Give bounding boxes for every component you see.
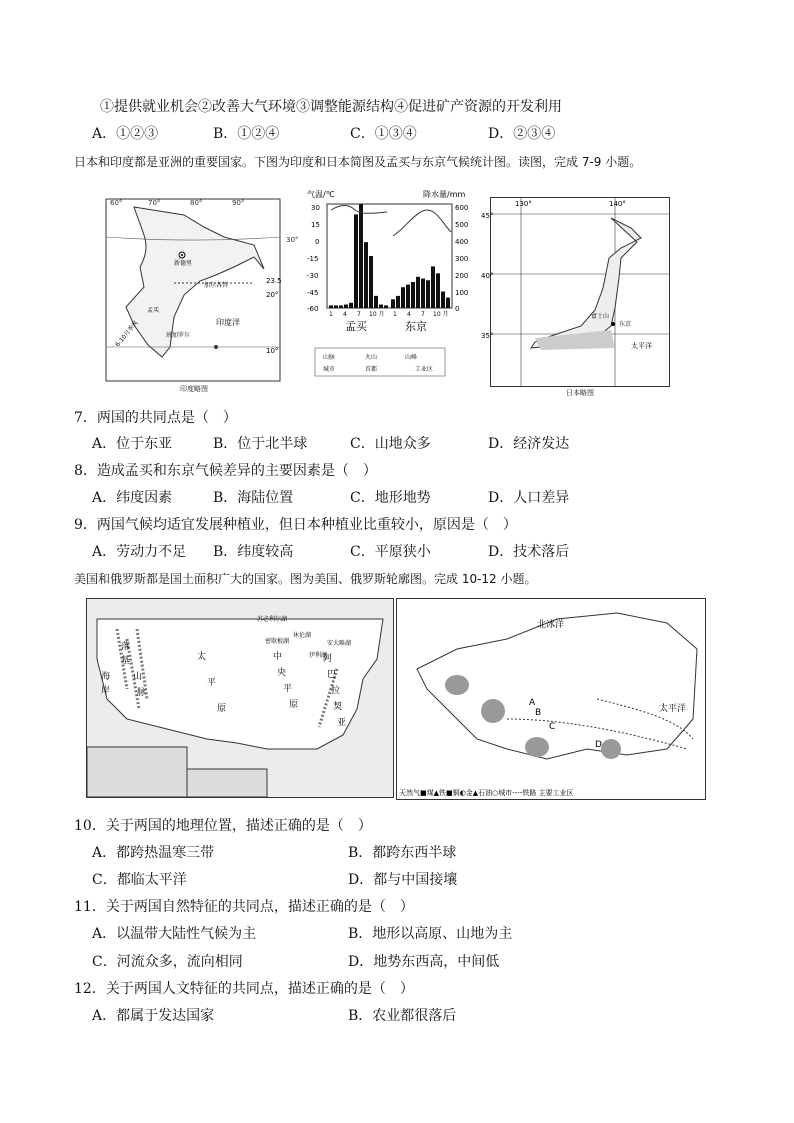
q10-option-a: A．都跨热温寒三带 [92, 845, 215, 861]
legend-item: 山峰 [405, 354, 418, 361]
q12-stem: 12．关于两国人文特征的共同点，描述正确的是（ ） [74, 981, 414, 997]
legend-item: 工业区 [415, 366, 434, 373]
q11-stem: 11．关于两国自然特征的共同点，描述正确的是（ ） [74, 899, 414, 915]
russia-legend: 天然气■煤▲铁■铜◐金▲石油○城市----铁路 主要工业区 [399, 789, 574, 797]
legend-item: 城市 [323, 366, 336, 373]
city2-label: 东京 [405, 320, 427, 333]
city-label: 孟买 [147, 307, 160, 314]
q11-option-d: D．地势东西高，中间低 [348, 954, 500, 970]
lake-label: 伊利湖 [309, 652, 328, 659]
point-label: A [529, 698, 536, 708]
q7-option-a: A．位于东亚 [92, 436, 173, 452]
month-label: 1 [393, 311, 397, 318]
lon-label: 130° [515, 200, 532, 208]
precip-tick: 500 [455, 221, 469, 229]
lat-label: 20° [266, 291, 279, 299]
lake-label: 安大略湖 [327, 640, 352, 647]
map-label: 原 [289, 700, 299, 710]
q7-option-d: D．经济发达 [488, 436, 570, 452]
precip-tick: 100 [455, 289, 469, 297]
precip-bar [411, 282, 415, 308]
map-label: 基 [121, 656, 131, 666]
city-label: 班加罗尔 [166, 332, 191, 339]
month-label: 1 [329, 311, 333, 318]
temp-tick: -30 [307, 272, 319, 280]
wind-label: 6-10月季风 [114, 319, 140, 349]
precip-bar [406, 285, 410, 308]
q12-option-a: A．都属于发达国家 [92, 1008, 215, 1024]
lake-label: 休伦湖 [293, 632, 312, 639]
lat-label: 35° [481, 332, 494, 340]
precip-bar [436, 273, 440, 308]
precip-tick: 400 [455, 238, 469, 246]
precip-bar [369, 256, 373, 308]
q9-option-a: A．劳动力不足 [92, 544, 187, 560]
precip-bar [339, 305, 343, 308]
month-label: 10 月 [369, 311, 385, 318]
temp-tick: 15 [311, 221, 320, 229]
temp-tick: -45 [307, 289, 319, 297]
legend-item: 首都 [365, 366, 378, 373]
precip-bar [334, 305, 338, 308]
q12-option-b: B．农业都很落后 [348, 1008, 457, 1024]
lat-label: 40° [481, 272, 494, 280]
lon-label: 80° [190, 199, 203, 207]
ocean-label: 北冰洋 [537, 620, 565, 630]
city1-label: 孟买 [345, 320, 367, 333]
q9-option-c: C．平原狭小 [350, 544, 431, 560]
option-c: C．①③④ [350, 126, 417, 142]
map-label: 中 [273, 652, 283, 662]
ocean-label: 印度洋 [216, 318, 240, 327]
precip-bar [344, 305, 348, 308]
precip-bar [329, 305, 333, 308]
map-label: 阿 [323, 654, 333, 664]
temp-axis-title: 气温/℃ [307, 190, 335, 199]
lon-label: 140° [609, 200, 626, 208]
previous-question-statement: ①提供就业机会②改善大气环境③调整能源结构④促进矿产资源的开发利用 [100, 99, 562, 115]
fuji-label: 富士山 [591, 313, 610, 320]
lon-label: 90° [232, 199, 245, 207]
map-label: 落 [121, 642, 131, 652]
precip-bar [359, 204, 363, 308]
lat-label: 23.5 [266, 277, 282, 285]
lon-label: 70° [148, 199, 161, 207]
lat-label: 30° [286, 236, 299, 244]
map-label: 山 [133, 672, 143, 682]
month-label: 7 [357, 311, 361, 318]
usa-map [86, 598, 394, 798]
month-label: 10 月 [433, 311, 449, 318]
option-b: B．①②④ [213, 126, 280, 142]
map-label: 太 [197, 652, 207, 662]
map-label: 岸 [101, 686, 111, 696]
capital-label: 新德里 [174, 260, 193, 267]
lake-label: 苏必利尔湖 [257, 616, 288, 623]
q8-option-d: D．人口差异 [488, 490, 570, 506]
q10-option-c: C．都临太平洋 [92, 872, 187, 888]
q8-option-c: C．地形地势 [350, 490, 431, 506]
japan-map-caption: 日本略图 [566, 389, 594, 397]
precip-bar [416, 277, 420, 308]
map-label: 亚 [337, 718, 347, 728]
precip-bar [379, 305, 383, 308]
india-map-caption: 印度略图 [180, 385, 208, 393]
map-label: 平 [283, 684, 293, 694]
precip-tick: 600 [455, 204, 469, 212]
lon-label: 60° [110, 199, 123, 207]
map-label: 原 [217, 704, 227, 714]
point-label: B [535, 708, 542, 718]
precip-bar [354, 214, 358, 308]
russia-map [396, 598, 706, 800]
city-label: 加尔各答 [204, 282, 229, 289]
precip-bar [441, 292, 445, 308]
tokyo-label: 东京 [619, 321, 632, 328]
q11-option-c: C．河流众多，流向相同 [92, 954, 243, 970]
q8-option-b: B．海陆位置 [213, 490, 294, 506]
q9-option-b: B．纬度较高 [213, 544, 294, 560]
map-label: 平 [207, 678, 217, 688]
india-map [104, 197, 299, 381]
map-label: 海 [101, 672, 111, 682]
temp-tick: 0 [315, 238, 320, 246]
option-d: D．②③④ [488, 126, 556, 142]
q9-option-d: D．技术落后 [488, 544, 570, 560]
temp-tick: -15 [307, 255, 319, 263]
q7-option-c: C．山地众多 [350, 436, 431, 452]
climate-chart [305, 188, 477, 383]
precip-bar [349, 303, 353, 308]
lat-label: 10° [266, 347, 279, 355]
precip-axis-title: 降水量/mm [423, 190, 466, 199]
month-label: 7 [421, 311, 425, 318]
precip-bar [364, 242, 368, 308]
intro-10-12: 美国和俄罗斯都是国土面积广大的国家。图为美国、俄罗斯轮廓图。完成 10-12 小题。 [74, 572, 537, 586]
q8-option-a: A．纬度因素 [92, 490, 173, 506]
map-label: 契 [333, 702, 343, 712]
q8-stem: 8．造成孟买和东京气候差异的主要因素是（ ） [74, 463, 377, 479]
point-label: D [595, 740, 602, 750]
precip-bar [421, 279, 425, 308]
lake-label: 密歇根湖 [265, 638, 290, 645]
precip-tick: 0 [455, 305, 460, 313]
precip-bar [431, 266, 435, 308]
intro-7-9: 日本和印度都是亚洲的重要国家。下图为印度和日本简图及孟买与东京气候统计图。读图，完成 7-9 小题。 [74, 155, 642, 169]
option-a: A．①②③ [92, 126, 159, 142]
precip-bar [401, 287, 405, 308]
legend-item: 山脉 [323, 354, 336, 361]
temp-tick: -60 [307, 305, 319, 313]
point-label: C [549, 722, 556, 732]
month-label: 4 [407, 311, 411, 318]
legend-item: 火山 [365, 354, 378, 361]
precip-bar [374, 296, 378, 308]
map-label: 脉 [137, 688, 147, 698]
lat-label: 45° [481, 212, 494, 220]
precip-bar [446, 298, 450, 308]
map-label: 拉 [331, 686, 341, 696]
map-label: 央 [277, 668, 287, 678]
precip-bar [396, 296, 400, 308]
q7-option-b: B．位于北半球 [213, 436, 308, 452]
ocean-label: 太平洋 [659, 704, 687, 714]
q11-option-b: B．地形以高原、山地为主 [348, 926, 513, 942]
precip-bar [426, 280, 430, 308]
q10-option-d: D．都与中国接壤 [348, 872, 458, 888]
ocean-label: 太平洋 [631, 342, 652, 350]
q7-stem: 7．两国的共同点是（ ） [74, 410, 237, 426]
precip-tick: 200 [455, 272, 469, 280]
precip-bar [384, 305, 388, 308]
temp-tick: 30 [311, 204, 320, 212]
q10-stem: 10．关于两国的地理位置，描述正确的是（ ） [74, 818, 372, 834]
precip-bar [391, 299, 395, 308]
japan-map [481, 197, 670, 387]
q10-option-b: B．都跨东西半球 [348, 845, 457, 861]
q11-option-a: A．以温带大陆性气候为主 [92, 926, 257, 942]
map-label: 巴 [327, 670, 337, 680]
q9-stem: 9．两国气候均适宜发展种植业，但日本种植业比重较小，原因是（ ） [74, 517, 517, 533]
month-label: 4 [343, 311, 347, 318]
precip-tick: 300 [455, 255, 469, 263]
